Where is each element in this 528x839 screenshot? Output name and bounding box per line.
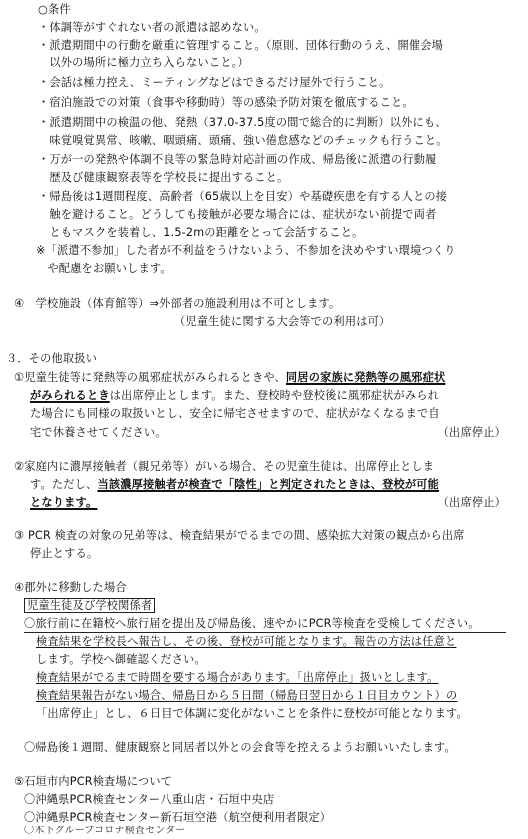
s4-line-6: 「出席停止」とし、６日目で体調に変化がないことを条件に登校が可能となります。 [36, 707, 468, 720]
s4-line-2: 検査結果を学校長へ報告し、その後、登校が可能となります。報告の方法は任意と [36, 635, 457, 648]
condition-item-7-cont: 触を避けること。どうしても接触が必要な場合には、症状がない前提で両者 [38, 208, 437, 221]
s1-line-1-emphasis: 同居の家族に発熱等の風邪症状 [285, 371, 446, 384]
school-facilities-line-2: （児童生徒に関する大会等での利用は可） [174, 315, 391, 328]
s4-line-4: 検査結果がでるまで時間を要する場合があります。「出席停止」扱いとします。 [36, 671, 439, 684]
s1-line-2 [30, 390, 439, 401]
s4-boxed-label: 児童生徒及び学校関係者 [24, 598, 155, 613]
condition-item-3: ・会話は極力控え、ミーティングなどはできるだけ屋外で行うこと。 [38, 76, 391, 89]
s4-line-1-underline [24, 632, 506, 633]
section-3-title: ３．その他取扱い [6, 352, 98, 365]
s4-line-7: 〇帰島後１週間、健康観察と同居者以外との会食等を控えるようお願いいたします。 [24, 741, 456, 754]
s1-line-2-emphasis: がみられるとき [30, 389, 110, 402]
s4-title: ④郡外に移動した場合 [14, 581, 127, 594]
s4-line-1: 〇旅行前に在籍校へ旅行届を提出及び帰島後、速やかにPCR等検査を受検してください。 [24, 617, 480, 630]
s2-attendance-stop-tag: （出席停止） [437, 496, 506, 509]
s2-line-3-emphasis: となります。 [30, 496, 98, 509]
condition-item-6: ・万が一の発熱や体調不良等の緊急時対応計画の作成、帰島後に派遣の行動履 [38, 153, 437, 166]
s3-line-2: 停止とする。 [30, 547, 99, 560]
condition-item-6-cont: 歴及び健康観察表等を学校長に提出すること。 [38, 171, 289, 184]
s5-title: ⑤石垣市内PCR検査場について [14, 775, 173, 788]
s5-center-1: 〇沖縄県PCR検査センター八重山店・石垣中央店 [24, 793, 275, 806]
s5-continued [0, 826, 528, 839]
s4-line-5 [36, 690, 457, 701]
conditions-heading: ○条件 [38, 3, 71, 16]
school-facilities-line-1: ④ 学校施設（体育館等）⇒外部者の施設利用は不可とします。 [14, 297, 341, 310]
conditions-note-2: や配慮をお願いします。 [36, 262, 172, 275]
s3-line-1: ③ PCR 検査の対象の兄弟等は、検査結果がでるまでの間、感染拡大対策の観点から出席 [14, 529, 465, 542]
s1-line-1-text: ①児童生徒等に発熱等の風邪症状がみられるときや、 [14, 371, 286, 384]
s1-line-4: 宅で休養させてください。 [30, 426, 167, 439]
s2-line-2 [30, 479, 439, 490]
s2-line-3 [30, 497, 97, 508]
condition-item-2: ・派遣期間中の行動を厳重に管理すること。（原則、団体行動のうえ、開催会場 [38, 39, 444, 52]
condition-item-2-cont: 以外の場所に極力立ち入らないこと。） [38, 56, 249, 69]
s5-center-3: 〇木下グループコロナ検査センター [24, 826, 186, 836]
condition-item-4: ・宿泊施設での対策（食事や移動時）等の感染予防対策を徹底すること。 [38, 96, 414, 109]
s2-line-2-text: す。ただし、 [30, 478, 98, 491]
s1-line-1 [14, 372, 445, 383]
s2-line-2-emphasis: 当該濃厚接触者が検査で「陰性」と判定されたときは、登校が可能 [97, 478, 440, 491]
condition-item-5-cont: 味覚嗅覚異常、咳嗽、咽頭痛、頭痛、強い倦怠感などのチェックも行うこと。 [38, 134, 448, 147]
condition-item-5: ・派遣期間中の検温の他、発熱（37.0-37.5度の間で総合的に判断）以外にも、 [38, 116, 447, 129]
condition-item-7: ・帰島後は1週間程度、高齢者（65歳以上を目安）や基礎疾患を有する人との接 [38, 190, 448, 203]
s5-center-2: 〇沖縄県PCR検査センター新石垣空港（航空便利用者限定） [24, 811, 332, 824]
s4-line-3: します。学校へ御確認ください。 [36, 653, 206, 666]
condition-item-1: ・体調等がすぐれない者の派遣は認めない。 [38, 21, 266, 34]
conditions-note-1: ※「派遣不参加」した者が不利益をうけないよう、不参加を決めやすい環境つくり [36, 244, 456, 257]
s1-line-3: た場合にも同様の取扱いとし、安全に帰宅させますので、症状がなくなるまで自 [30, 407, 440, 420]
condition-item-7-cont2: ともマスクを装着し、1.5-2mの距離をとって会話すること。 [38, 226, 364, 239]
s2-line-1: ②家庭内に濃厚接触者（親兄弟等）がいる場合、その児童生徒は、出席停止としま [14, 460, 435, 473]
s4-line-5-text: 検査結果報告がない場合、帰島日から５日間（帰島日翌日から１日目カウント）の [36, 689, 458, 702]
s1-line-2-text: は出席停止とします。また、登校時や登校後に風邪症状がみられ [109, 389, 440, 402]
s1-attendance-stop-tag: （出席停止） [437, 426, 506, 439]
